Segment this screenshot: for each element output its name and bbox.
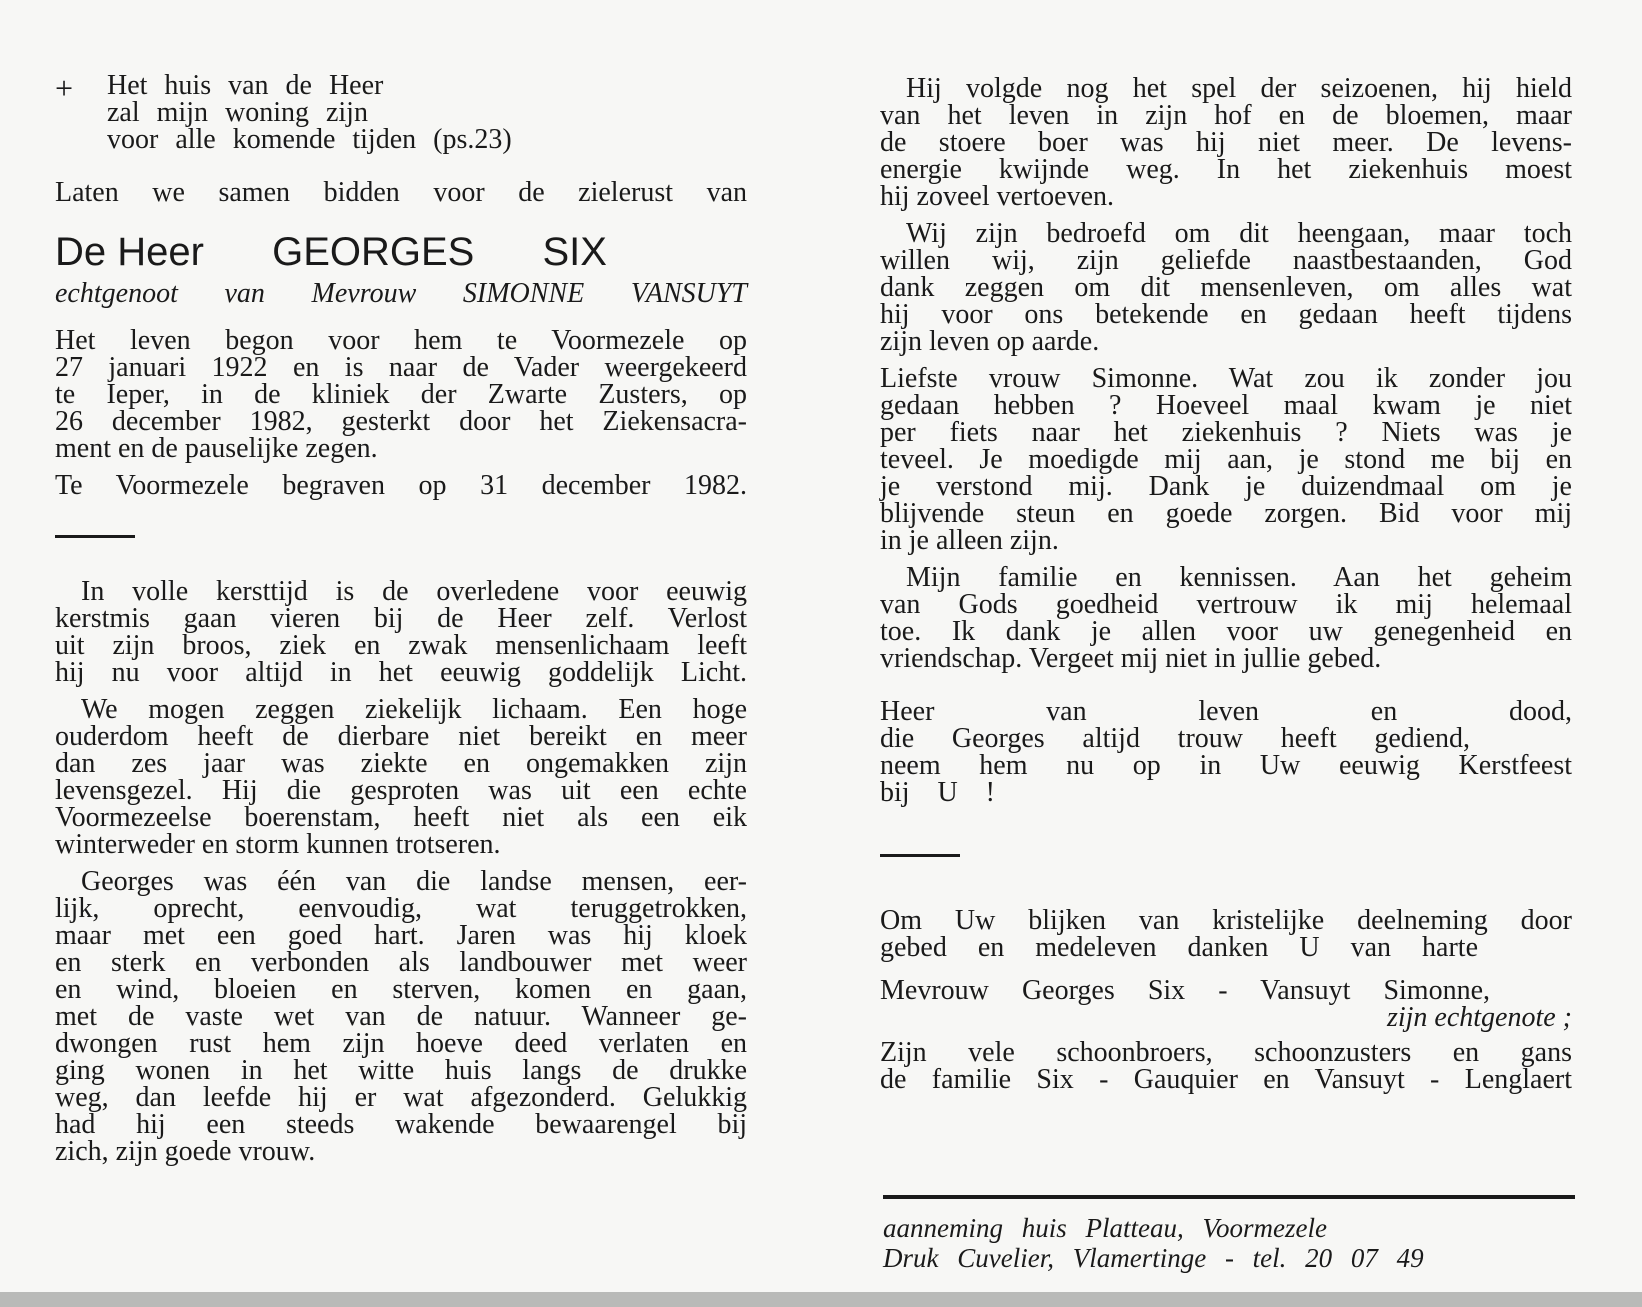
text-line: teveel. Je moedigde mij aan, je stond me bij en — [880, 444, 1572, 475]
divider — [55, 535, 135, 538]
bio-line: te Ieper, in de kliniek der Zwarte Zusters, op — [55, 379, 747, 410]
right-paragraph-1 — [880, 75, 1572, 210]
text-line: dwongen rust hem zijn hoeve deed verlaten en — [55, 1028, 747, 1059]
bio-line: 26 december 1982, gesterkt door het Ziekensacra- — [55, 406, 747, 437]
text-line: en wind, bloeien en sterven, komen en gaan, — [55, 974, 747, 1005]
text-line: je verstond mij. Dank je duizendmaal om je — [880, 471, 1572, 502]
text-line: maar met een goed hart. Jaren was hij kloek — [55, 920, 747, 951]
divider — [880, 854, 960, 857]
thanks-text — [880, 907, 1572, 961]
prayer — [880, 698, 1572, 806]
text-line: ouderdom heeft de dierbare niet bereikt en meer — [55, 721, 747, 752]
text-line: in je alleen zijn. — [880, 525, 1059, 556]
bio-line: Het leven begon voor hem te Voormezele op — [55, 325, 747, 356]
undertaker-line: aanneming huis Platteau, Voormezele — [883, 1213, 1327, 1243]
text-line: hij zoveel vertoeven. — [880, 181, 1115, 212]
text-line: Georges was één van die landse mensen, eer- — [81, 866, 747, 897]
prayer-line: Heer van leven en dood, — [880, 696, 1572, 727]
text-line: weg, dan leefde hij er wat afgezonderd. Gelukkig — [55, 1082, 747, 1113]
text-line: Hij volgde nog het spel der seizoenen, hij hield — [906, 73, 1572, 104]
prayer-line: bij U ! — [880, 777, 995, 808]
text-line: gedaan hebben ? Hoeveel maal kwam je niet — [880, 390, 1572, 421]
psalm-line: zal mijn woning zijn — [107, 97, 368, 128]
left-paragraph-1 — [55, 578, 747, 686]
printer-line: Druk Cuvelier, Vlamertinge - tel. 20 07 49 — [883, 1243, 1424, 1273]
text-line: zijn leven op aarde. — [880, 326, 1100, 357]
bio-paragraph — [55, 327, 747, 462]
family-block — [880, 977, 1572, 1093]
text-line: en sterk en verbonden als landbouwer met weer — [55, 947, 747, 978]
relatives-line: de familie Six - Gauquier en Vansuyt - Lenglaert — [880, 1064, 1572, 1095]
left-paragraph-2 — [55, 696, 747, 858]
text-line: uit zijn broos, ziek en zwak mensenlichaam leeft — [55, 630, 747, 661]
burial-text: Te Voormezele begraven op 31 december 1982. — [55, 470, 747, 501]
deceased-name — [55, 228, 607, 276]
text-line: toe. Ik dank je allen voor uw genegenheid en — [880, 616, 1572, 647]
wife-role: zijn echtgenote ; — [1386, 1002, 1572, 1033]
scan-edge — [0, 1292, 1642, 1307]
thanks-line: Om Uw blijken van kristelijke deelneming door — [880, 905, 1572, 936]
name-prefix: De Heer — [55, 230, 204, 274]
right-paragraph-4 — [880, 564, 1572, 672]
text-line: zich, zijn goede vrouw. — [55, 1136, 316, 1167]
cross-icon: + — [55, 70, 74, 106]
psalm-quote — [55, 72, 747, 153]
wife-line: Mevrouw Georges Six - Vansuyt Simonne, — [880, 975, 1490, 1006]
bio-line: ment en de pauselijke zegen. — [55, 433, 378, 464]
text-line: willen wij, zijn geliefde naastbestaanden, God — [880, 245, 1572, 276]
prayer-line: die Georges altijd trouw heeft gediend, — [880, 723, 1470, 754]
text-line: blijvende steun en goede zorgen. Bid voor mij — [880, 498, 1572, 529]
text-line: had hij een steeds wakende bewaarengel bij — [55, 1109, 747, 1140]
text-line: van het leven in zijn hof en de bloemen, maar — [880, 100, 1572, 131]
text-line: per fiets naar het ziekenhuis ? Niets was je — [880, 417, 1572, 448]
name-last: SIX — [542, 230, 607, 274]
right-column — [880, 75, 1572, 1093]
text-line: We mogen zeggen ziekelijk lichaam. Een hoge — [81, 694, 747, 725]
intro-text: Laten we samen bidden voor de zielerust van — [55, 177, 747, 208]
text-line: levensgezel. Hij die gesproten was uit een echte — [55, 775, 747, 806]
name-first: GEORGES — [272, 230, 475, 274]
psalm-line: voor alle komende tijden (ps.23) — [107, 124, 512, 155]
right-paragraph-3 — [880, 365, 1572, 554]
left-paragraph-3 — [55, 868, 747, 1165]
spouse-subtitle: echtgenoot van Mevrouw SIMONNE VANSUYT — [55, 278, 747, 309]
text-line: Voormezeelse boerenstam, heeft niet als een eik — [55, 802, 747, 833]
text-line: Wij zijn bedroefd om dit heengaan, maar toch — [906, 218, 1572, 249]
text-line: winterweder en storm kunnen trotseren. — [55, 829, 501, 860]
text-line: hij nu voor altijd in het eeuwig goddelijk Licht. — [55, 657, 747, 688]
text-line: hij voor ons betekende en gedaan heeft tijdens — [880, 299, 1572, 330]
text-line: met de vaste wet van de natuur. Wanneer ge- — [55, 1001, 747, 1032]
text-line: In volle kersttijd is de overledene voor eeuwig — [81, 576, 747, 607]
text-line: dank zeggen om dit mensenleven, om alles wat — [880, 272, 1572, 303]
text-line: kerstmis gaan vieren bij de Heer zelf. Verlost — [55, 603, 747, 634]
text-line: Liefste vrouw Simonne. Wat zou ik zonder jou — [880, 363, 1572, 394]
bio-line: 27 januari 1922 en is naar de Vader weergekeerd — [55, 352, 747, 383]
text-line: ging wonen in het witte huis langs de drukke — [55, 1055, 747, 1086]
text-line: Mijn familie en kennissen. Aan het geheim — [906, 562, 1572, 593]
text-line: van Gods goedheid vertrouw ik mij helemaal — [880, 589, 1572, 620]
relatives-line: Zijn vele schoonbroers, schoonzusters en gans — [880, 1037, 1572, 1068]
psalm-line: Het huis van de Heer — [107, 70, 384, 101]
text-line: lijk, oprecht, eenvoudig, wat teruggetrokken, — [55, 893, 747, 924]
text-line: energie kwijnde weg. In het ziekenhuis moest — [880, 154, 1572, 185]
printer-credits — [883, 1195, 1575, 1273]
text-line: vriendschap. Vergeet mij niet in jullie gebed. — [880, 643, 1382, 674]
text-line: de stoere boer was hij niet meer. De levens- — [880, 127, 1572, 158]
right-paragraph-2 — [880, 220, 1572, 355]
text-line: dan zes jaar was ziekte en ongemakken zijn — [55, 748, 747, 779]
thanks-line: gebed en medeleven danken U van harte — [880, 932, 1478, 963]
left-column — [55, 72, 747, 1175]
prayer-line: neem hem nu op in Uw eeuwig Kerstfeest — [880, 750, 1572, 781]
